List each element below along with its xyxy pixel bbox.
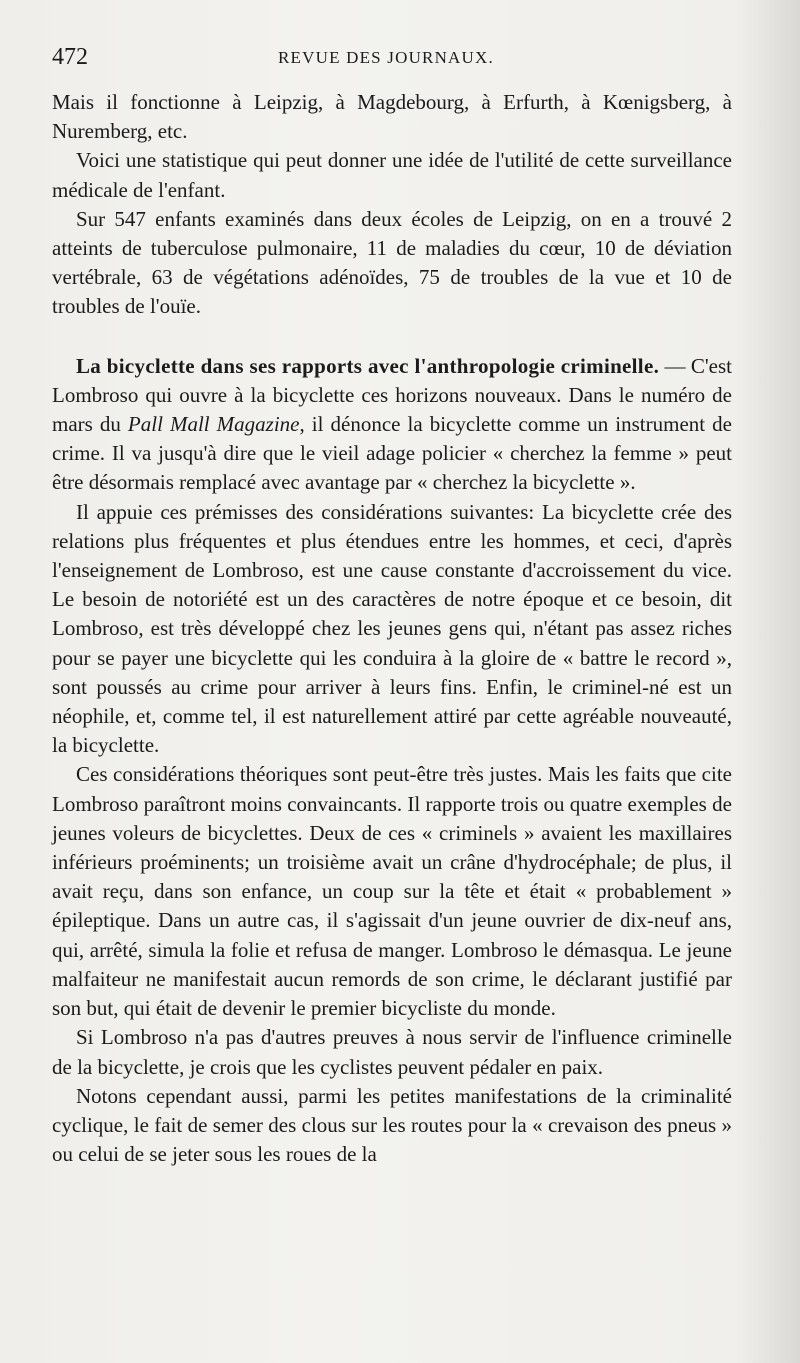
page-header xyxy=(52,44,732,74)
paragraph-7: Si Lombroso n'a pas d'autres preuves à nous servir de l'influence criminelle de la bicyclette, je crois que les cyclistes peuvent pédaler en paix. xyxy=(52,1025,732,1079)
magazine-title: Pall Mall Magazine xyxy=(127,412,300,437)
page-number: 472 xyxy=(52,44,88,70)
paragraph-8: Notons cependant aussi, parmi les petites manifestations de la criminalité cyclique, le fait de semer des clous sur les routes pour la « crevaison des pneus » ou celui de se jeter sous les roues de la xyxy=(52,1083,732,1167)
article-body xyxy=(52,88,732,1169)
running-title: REVUE DES JOURNAUX. xyxy=(278,48,494,67)
paragraph-6: Ces considérations théoriques sont peut-être très justes. Mais les faits que cite Lombroso paraîtront moins convaincants. Il rapporte trois ou quatre exemples de jeunes voleurs de bicyclettes. Deux de ces « criminels » avaient les maxillaires inférieurs proéminents; un troisième avait un crâne d'hydrocéphale; de plus, il avait reçu, dans son enfance, un coup sur la tête et était « probablement » épileptique. Dans un autre cas, il s'agissait d'un jeune ouvrier de dix-neuf ans, qui, arrêté, simula la folie et refusa de manger. Lombroso le démasqua. Le jeune malfaiteur ne manifestait aucun remords de son crime, le déclarant justifié par son but, qui était de devenir le premier bicycliste du monde. xyxy=(52,762,732,1021)
section-paragraph xyxy=(52,352,732,498)
section-text-start: — C'est Lombroso qui ouvre à la bicyclette ces horizons nouveaux. Dans le numéro de mars du xyxy=(52,353,732,437)
paragraph-1: Mais il fonctionne à Leipzig, à Magdebourg, à Erfurth, à Kœnigsberg, à Nuremberg, etc. xyxy=(52,90,732,144)
section-spacer xyxy=(52,322,732,352)
paragraph-3: Sur 547 enfants examinés dans deux écoles de Leipzig, on en a trouvé 2 atteints de tuberculose pulmonaire, 11 de maladies du cœur, 10 de déviation vertébrale, 63 de végétations adénoïdes, 75 de troubles de la vue et 10 de troubles de l'ouïe. xyxy=(52,206,732,319)
section-title: La bicyclette dans ses rapports avec l'anthropologie criminelle. xyxy=(76,353,660,378)
paragraph-2: Voici une statistique qui peut donner une idée de l'utilité de cette surveillance médicale de l'enfant. xyxy=(52,148,732,202)
paragraph-5: Il appuie ces prémisses des considérations suivantes: La bicyclette crée des relations plus fréquentes et plus étendues entre les hommes, et ceci, d'après l'enseignement de Lombroso, est une cause constante d'accroissement du vice. Le besoin de notoriété est un des caractères de notre époque et ce besoin, dit Lombroso, est très développé chez les jeunes gens qui, n'étant pas assez riches pour se payer une bicyclette qui les conduira à la gloire de « battre le record », sont poussés au crime pour arriver à leurs fins. Enfin, le criminel-né est un néophile, et, comme tel, il est naturellement attiré par cette agréable nouveauté, la bicyclette. xyxy=(52,499,732,758)
section-text-end: , il dénonce la bicyclette comme un instrument de crime. Il va jusqu'à dire que le vieil adage policier « cherchez la femme » peut être désormais remplacé avec avantage par « cherchez la bicyclette ». xyxy=(52,412,732,495)
